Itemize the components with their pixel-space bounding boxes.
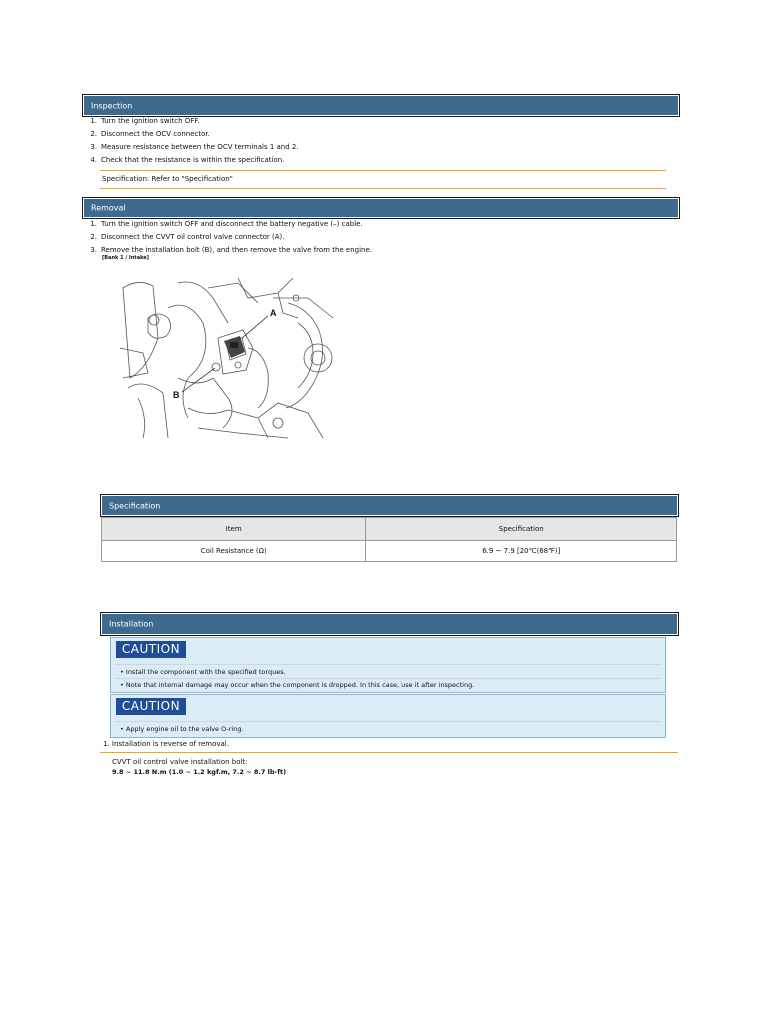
caution-item: • Apply engine oil to the valve O-ring.: [120, 725, 244, 733]
torque-title: CVVT oil control valve installation bolt:: [112, 758, 248, 766]
inspection-steps: [85, 115, 299, 167]
specification-title: Specification: [109, 501, 161, 510]
list-item: 3. Remove the installation bolt (B), and then remove the valve from the engine.: [90, 246, 373, 254]
removal-title: Removal: [91, 203, 126, 213]
engine-diagram: [118, 278, 338, 444]
inspection-title: Inspection: [91, 101, 133, 110]
caution-label: CAUTION: [116, 641, 186, 658]
table-cell: 6.9 ~ 7.9 [20℃(68℉)]: [366, 541, 677, 562]
list-item: 3. Measure resistance between the OCV terminals 1 and 2.: [90, 143, 299, 151]
table-row: [102, 541, 677, 562]
divider: [100, 752, 678, 753]
table-cell: Coil Resistance (Ω): [102, 541, 366, 562]
list-item: 1. Turn the ignition switch OFF.: [90, 117, 200, 125]
list-item: 1. Turn the ignition switch OFF and disconnect the battery negative (–) cable.: [90, 220, 363, 228]
figure-caption: [Bank 1 / Intake]: [102, 255, 149, 261]
figure-label-b: B: [173, 390, 180, 400]
column-header: Specification: [366, 518, 677, 541]
removal-steps: [85, 218, 372, 257]
installation-header: [102, 614, 677, 634]
inspection-header: [84, 96, 678, 115]
specification-table: [101, 517, 677, 562]
divider: [100, 188, 666, 189]
installation-step-1: 1. Installation is reverse of removal.: [103, 740, 229, 748]
removal-header: [84, 199, 678, 217]
caution-item: • Note that internal damage may occur when the component is dropped. In this case, use it after inspecting.: [120, 681, 475, 689]
torque-value: 9.8 ~ 11.8 N.m (1.0 ~ 1.2 kgf.m, 7.2 ~ 8.7 lb-ft): [112, 768, 287, 776]
caution-box-1: [110, 637, 666, 693]
divider: [115, 678, 661, 679]
list-item: 4. Check that the resistance is within the specification.: [90, 156, 285, 164]
divider: [115, 721, 661, 722]
caution-item: • Install the component with the specified torques.: [120, 668, 286, 676]
installation-title: Installation: [109, 619, 154, 629]
list-item: 2. Disconnect the CVVT oil control valve connector (A).: [90, 233, 285, 241]
spec-note: Specification: Refer to "Specification": [102, 175, 233, 183]
specification-header: [102, 496, 677, 515]
table-header-row: [102, 518, 677, 541]
figure-label-a: A: [270, 308, 277, 318]
divider: [115, 664, 661, 665]
caution-box-2: [110, 694, 666, 738]
divider: [100, 170, 666, 171]
caution-label: CAUTION: [116, 698, 186, 715]
list-item: 2. Disconnect the OCV connector.: [90, 130, 210, 138]
column-header: Item: [102, 518, 366, 541]
